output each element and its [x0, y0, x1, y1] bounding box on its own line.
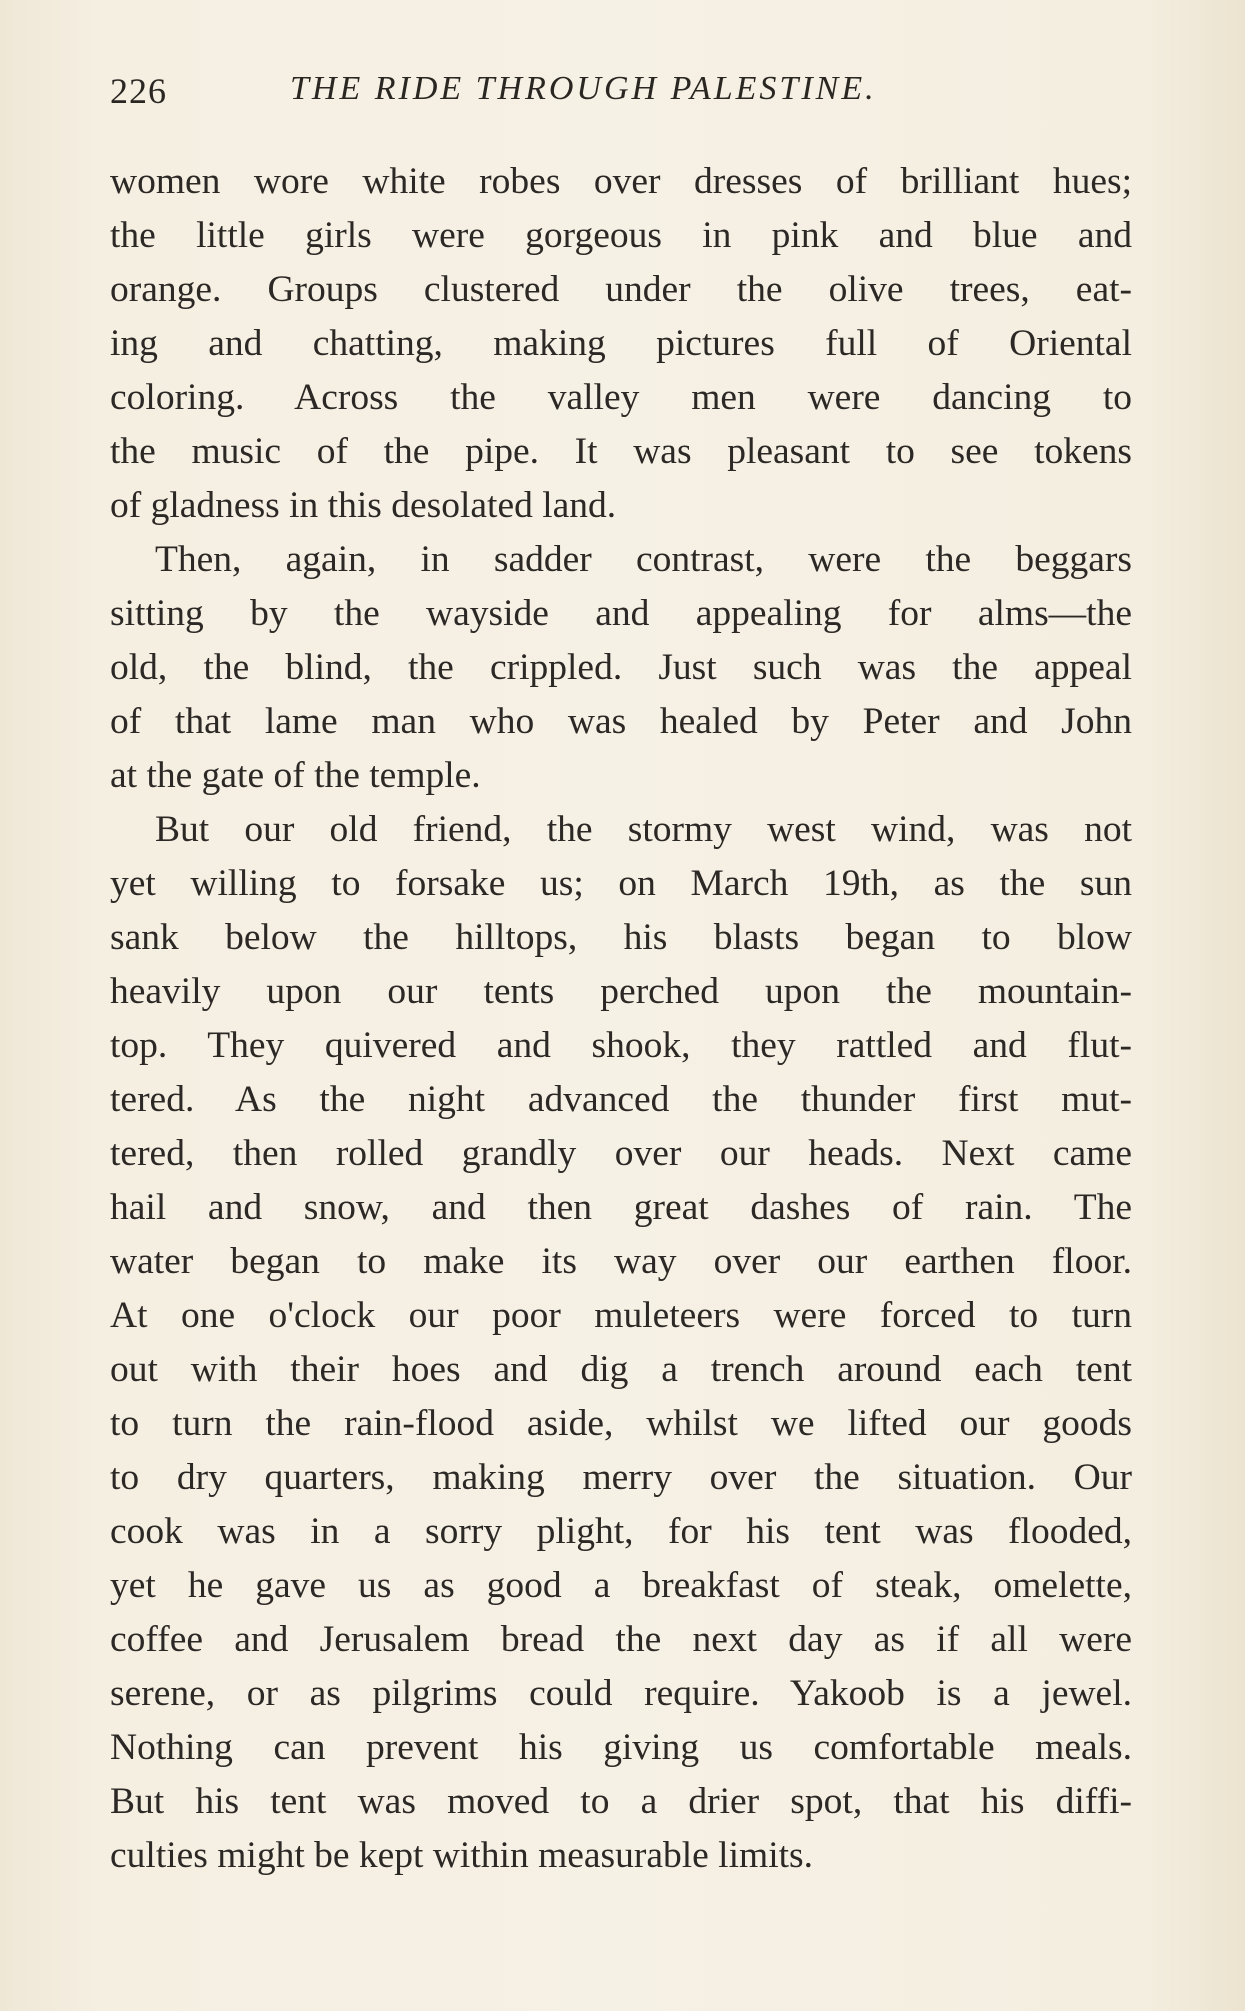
text-line: orange. Groups clustered under the olive trees, eat- [110, 269, 1132, 310]
text-line: of gladness in this desolated land. [110, 485, 617, 526]
page-number: 226 [110, 71, 167, 111]
text-line: the little girls were gorgeous in pink and blue and [110, 215, 1132, 256]
text-line: At one o'clock our poor muleteers were forced to turn [110, 1295, 1132, 1336]
text-line: cook was in a sorry plight, for his tent was flooded, [110, 1511, 1132, 1552]
text-line: But our old friend, the stormy west wind, was not [155, 809, 1132, 850]
text-line: ing and chatting, making pictures full of Oriental [110, 323, 1132, 364]
text-line: serene, or as pilgrims could require. Yakoob is a jewel. [110, 1673, 1132, 1714]
text-line: sitting by the wayside and appealing for alms—the [110, 593, 1132, 634]
text-line: the music of the pipe. It was pleasant to see tokens [110, 431, 1132, 472]
text-line: at the gate of the temple. [110, 755, 481, 796]
running-head [110, 70, 1130, 130]
text-line: women wore white robes over dresses of brilliant hues; [110, 161, 1132, 202]
text-line: yet he gave us as good a breakfast of steak, omelette, [110, 1565, 1132, 1606]
text-line: coffee and Jerusalem bread the next day as if all were [110, 1619, 1132, 1660]
text-line: Nothing can prevent his giving us comfortable meals. [110, 1727, 1132, 1768]
text-line: top. They quivered and shook, they rattled and flut- [110, 1025, 1132, 1066]
text-line: of that lame man who was healed by Peter and John [110, 701, 1132, 742]
text-line: sank below the hilltops, his blasts began to blow [110, 917, 1132, 958]
text-line: coloring. Across the valley men were dancing to [110, 377, 1132, 418]
text-line: yet willing to forsake us; on March 19th, as the sun [110, 863, 1132, 904]
body-text [110, 155, 1132, 1883]
text-line: water began to make its way over our earthen floor. [110, 1241, 1132, 1282]
text-line: to dry quarters, making merry over the situation. Our [110, 1457, 1132, 1498]
text-line: But his tent was moved to a drier spot, that his diffi- [110, 1781, 1132, 1822]
text-line: Then, again, in sadder contrast, were the beggars [155, 539, 1132, 580]
text-line: to turn the rain-flood aside, whilst we lifted our goods [110, 1403, 1132, 1444]
text-line: out with their hoes and dig a trench around each tent [110, 1349, 1132, 1390]
text-line: tered, then rolled grandly over our heads. Next came [110, 1133, 1132, 1174]
text-line: tered. As the night advanced the thunder first mut- [110, 1079, 1132, 1120]
running-title: THE RIDE THROUGH PALESTINE. [290, 70, 877, 107]
text-line: old, the blind, the crippled. Just such was the appeal [110, 647, 1132, 688]
text-line: culties might be kept within measurable limits. [110, 1835, 813, 1876]
text-line: hail and snow, and then great dashes of rain. The [110, 1187, 1132, 1228]
text-line: heavily upon our tents perched upon the mountain- [110, 971, 1132, 1012]
